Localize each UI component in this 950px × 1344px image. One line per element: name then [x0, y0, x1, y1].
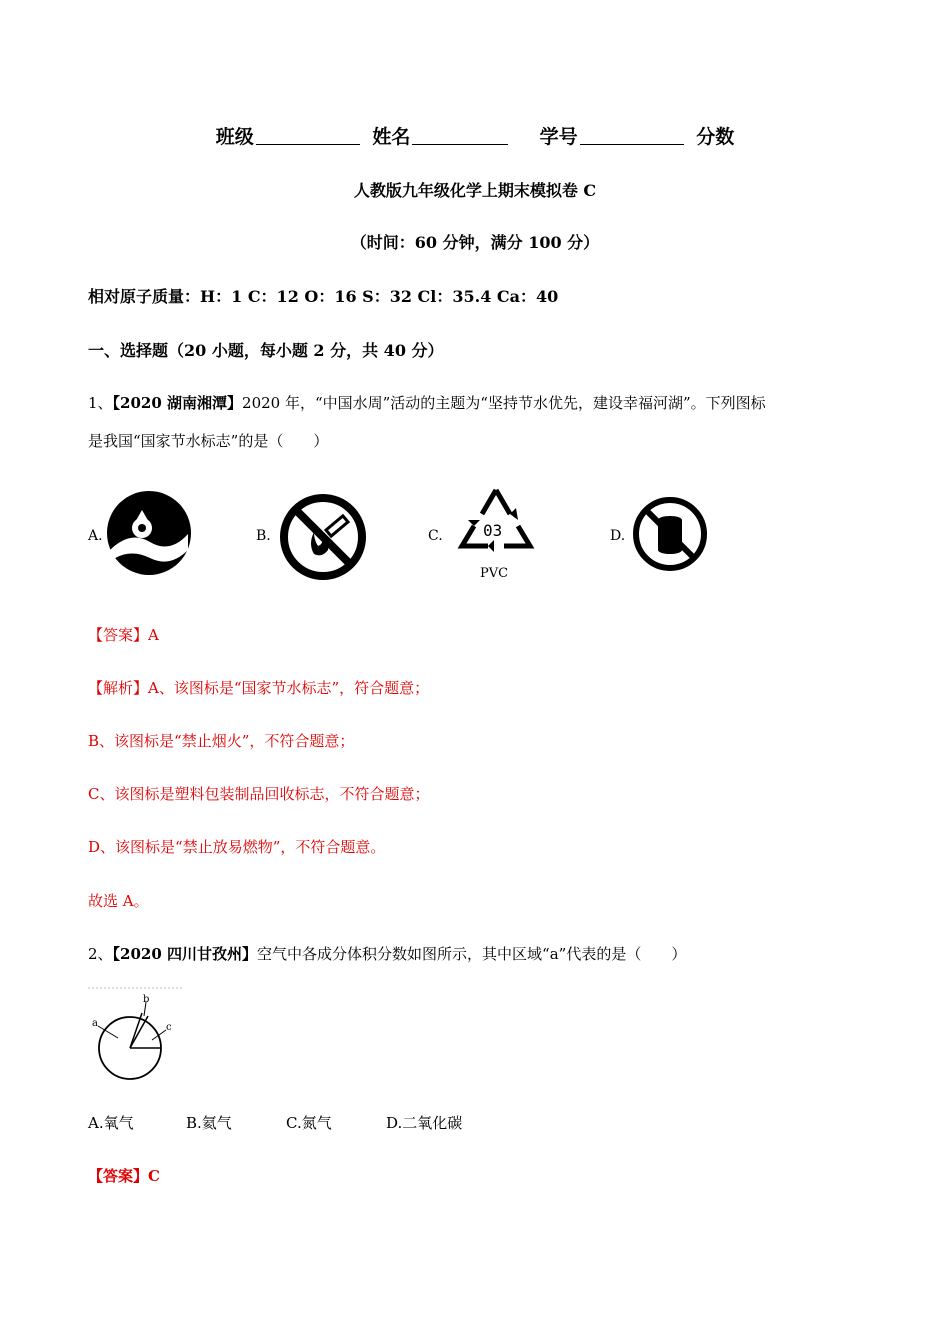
q1-text-line1: 2020 年，“中国水周”活动的主题为“坚持节水优先，建设幸福河湖”。下列图标: [242, 394, 766, 412]
pie-label-a: a: [92, 1018, 98, 1029]
q1-number: 1、: [88, 394, 113, 412]
q1-analysis-line2: B、该图标是“禁止烟火”，不符合题意；: [88, 732, 355, 750]
recycle-text: PVC: [480, 566, 509, 581]
q1-analysis-label: 【解析】: [88, 679, 149, 697]
q2-answer-label: 【答案】: [88, 1167, 149, 1185]
q2-option-a: A.氧气: [88, 1114, 134, 1132]
pie-label-b: b: [143, 994, 150, 1005]
q1-option-a-label: A.: [88, 528, 103, 544]
q2-option-c: C.氮气: [286, 1114, 332, 1132]
q1-conclusion: 故选 A。: [88, 892, 149, 910]
q2-text: 空气中各成分体积分数如图所示，其中区域“a”代表的是（ ）: [257, 945, 687, 963]
q2-answer: [88, 1165, 160, 1186]
exam-title: 人教版九年级化学上期末模拟卷 C: [353, 181, 597, 200]
q1-option-d-label: D.: [610, 528, 626, 544]
no-fire-icon: [278, 492, 368, 586]
class-label: 班级: [215, 126, 254, 148]
q1-answer-value: A: [148, 626, 159, 644]
q2-option-d: D.二氧化碳: [386, 1114, 463, 1132]
class-blank[interactable]: [256, 126, 360, 145]
q1-text-line2: 是我国“国家节水标志”的是（ ）: [88, 432, 329, 450]
name-blank[interactable]: [412, 126, 508, 145]
q1-option-c-label: C.: [428, 528, 443, 544]
recycle-number: 03: [483, 521, 503, 540]
name-label: 姓名: [372, 126, 411, 148]
q1-answer-label: 【答案】: [88, 626, 149, 644]
q2-stem: [88, 943, 686, 964]
q2-answer-value: C: [148, 1167, 160, 1185]
section-title: 一、选择题（20 小题，每小题 2 分，共 40 分）: [88, 341, 444, 360]
q1-source: 【2020 湖南湘潭】: [112, 394, 243, 412]
q1-stem-line1: [88, 392, 766, 413]
number-label: 学号: [539, 126, 578, 148]
no-flammables-icon: [630, 494, 710, 578]
student-info-header: [0, 122, 950, 149]
atomic-mass-line: 相对原子质量：H：1 C：12 O：16 S：32 Cl：35.4 Ca：40: [88, 287, 559, 306]
q2-number: 2、: [88, 945, 113, 963]
q1-analysis-line3: C、该图标是塑料包装制品回收标志，不符合题意；: [88, 785, 430, 803]
q1-analysis-line4: D、该图标是“禁止放易燃物”，不符合题意。: [88, 838, 386, 856]
q1-option-b-label: B.: [256, 528, 271, 544]
q2-option-b: B.氦气: [186, 1114, 232, 1132]
air-composition-pie-diagram: [88, 986, 188, 1086]
number-blank[interactable]: [580, 126, 684, 145]
q1-analysis-line1: 【解析】A、该图标是“国家节水标志”，符合题意；: [88, 679, 430, 697]
q1-answer: [88, 624, 159, 645]
q2-source: 【2020 四川甘孜州】: [112, 945, 258, 963]
water-saving-icon: [106, 490, 192, 580]
pie-label-c: c: [166, 1022, 172, 1033]
time-note: （时间：60 分钟，满分 100 分）: [350, 233, 600, 252]
score-label: 分数: [696, 126, 735, 148]
